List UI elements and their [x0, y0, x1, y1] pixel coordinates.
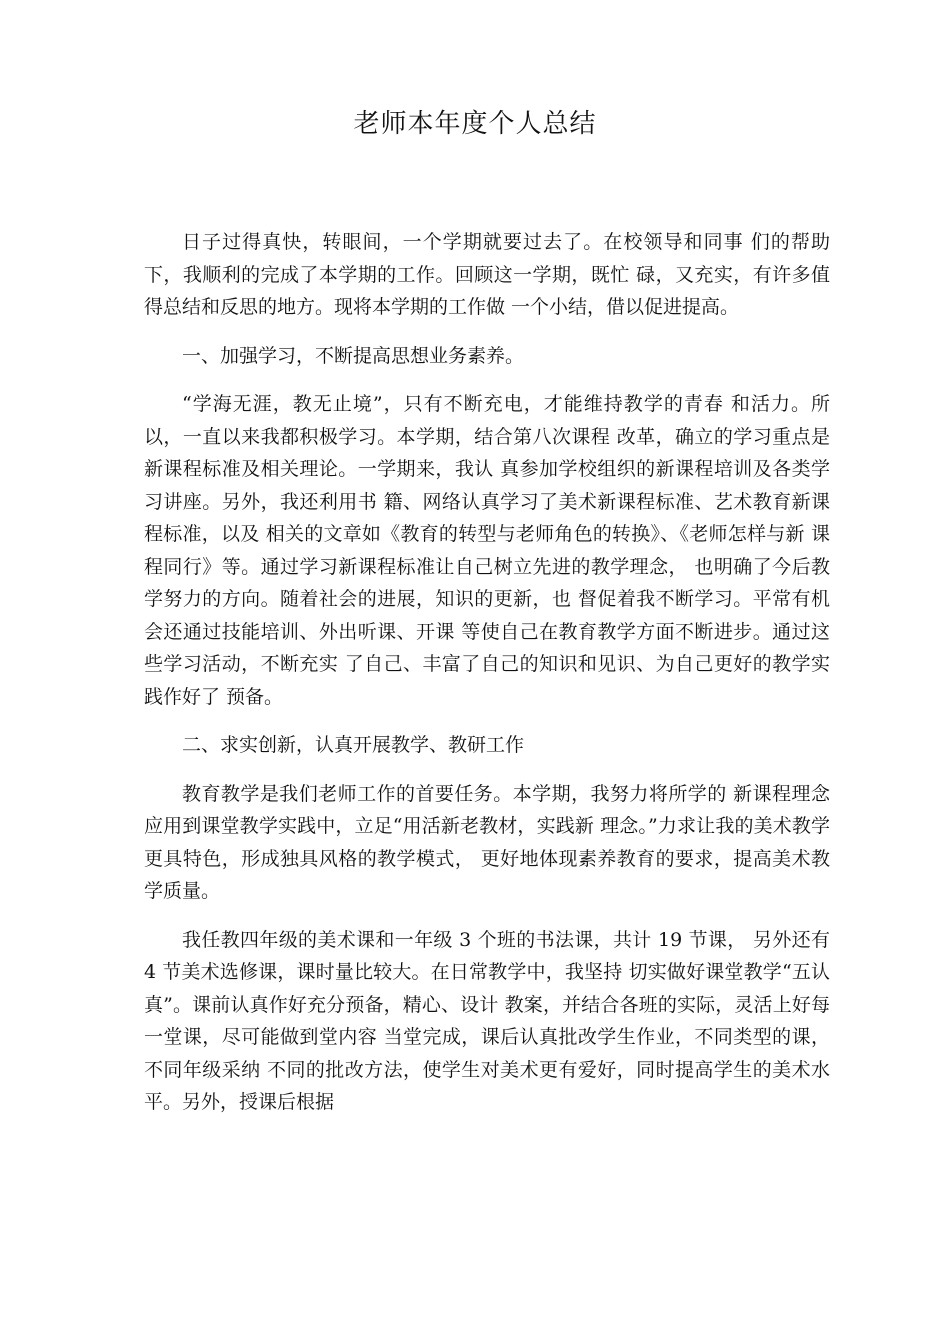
section-heading-2: 二、求实创新，认真开展教学、教研工作 [182, 734, 525, 756]
section-2-paragraph-1: 教育教学是我们老师工作的首要任务。本学期，我努力将所学的 新课程理念应用到课堂教学实践中，立足“用活新老教材，实践新 理念。”力求让我的美术教学更具特色，形成独具风格的教学模式， 更好地体现素养教育的要求，提高美术教学质量。 [144, 782, 830, 902]
document-title: 老师本年度个人总结 [353, 109, 597, 139]
section-heading-1: 一、加强学习，不断提高思想业务素养。 [182, 344, 525, 367]
section-2-paragraph-2: 我任教四年级的美术课和一年级 3 个班的书法课，共计 19 节课， 另外还有 4 节美术选修课，课时量比较大。在日常教学中，我坚持 切实做好课堂教学“五认真”。课前认真作好充分预备，精心、设计 教案，并结合各班的实际，灵活上好每一堂课，尽可能做到堂内容 当堂完成，课后认真批改学生作业，不同类型的课，不同年级采纳 不同的批改方法，使学生对美术更有爱好，同时提高学生的美术水 平。另外，授课后根据 [144, 928, 830, 1113]
document-body [144, 226, 830, 1135]
section-1-paragraph: “学海无涯，教无止境”，只有不断充电，才能维持教学的青春 和活力。所以，一直以来我都积极学习。本学期，结合第八次课程 改革，确立的学习重点是新课程标准及相关理论。一学期来，我认 真参加学校组织的新课程培训及各类学习讲座。另外，我还利用书 籍、网络认真学习了美术新课程标准、艺术教育新课程标准，以及 相关的文章如《教育的转型与老师角色的转换》、《老师怎样与新 课程同行》等。通过学习新课程标准让自己树立先进的教学理念， 也明确了今后教学努力的方向。随着社会的进展，知识的更新，也 督促着我不断学习。平常有机会还通过技能培训、外出听课、开课 等使自己在教育教学方面不断进步。通过这些学习活动，不断充实 了自己、丰富了自己的知识和见识、为自己更好的教学实践作好了 预备。 [144, 393, 830, 708]
intro-paragraph: 日子过得真快，转眼间，一个学期就要过去了。在校领导和同事 们的帮助下，我顺利的完成了本学期的工作。回顾这一学期，既忙 碌，又充实，有许多值得总结和反思的地方。现将本学期的工作做 一个小结，借以促进提高。 [144, 231, 830, 318]
